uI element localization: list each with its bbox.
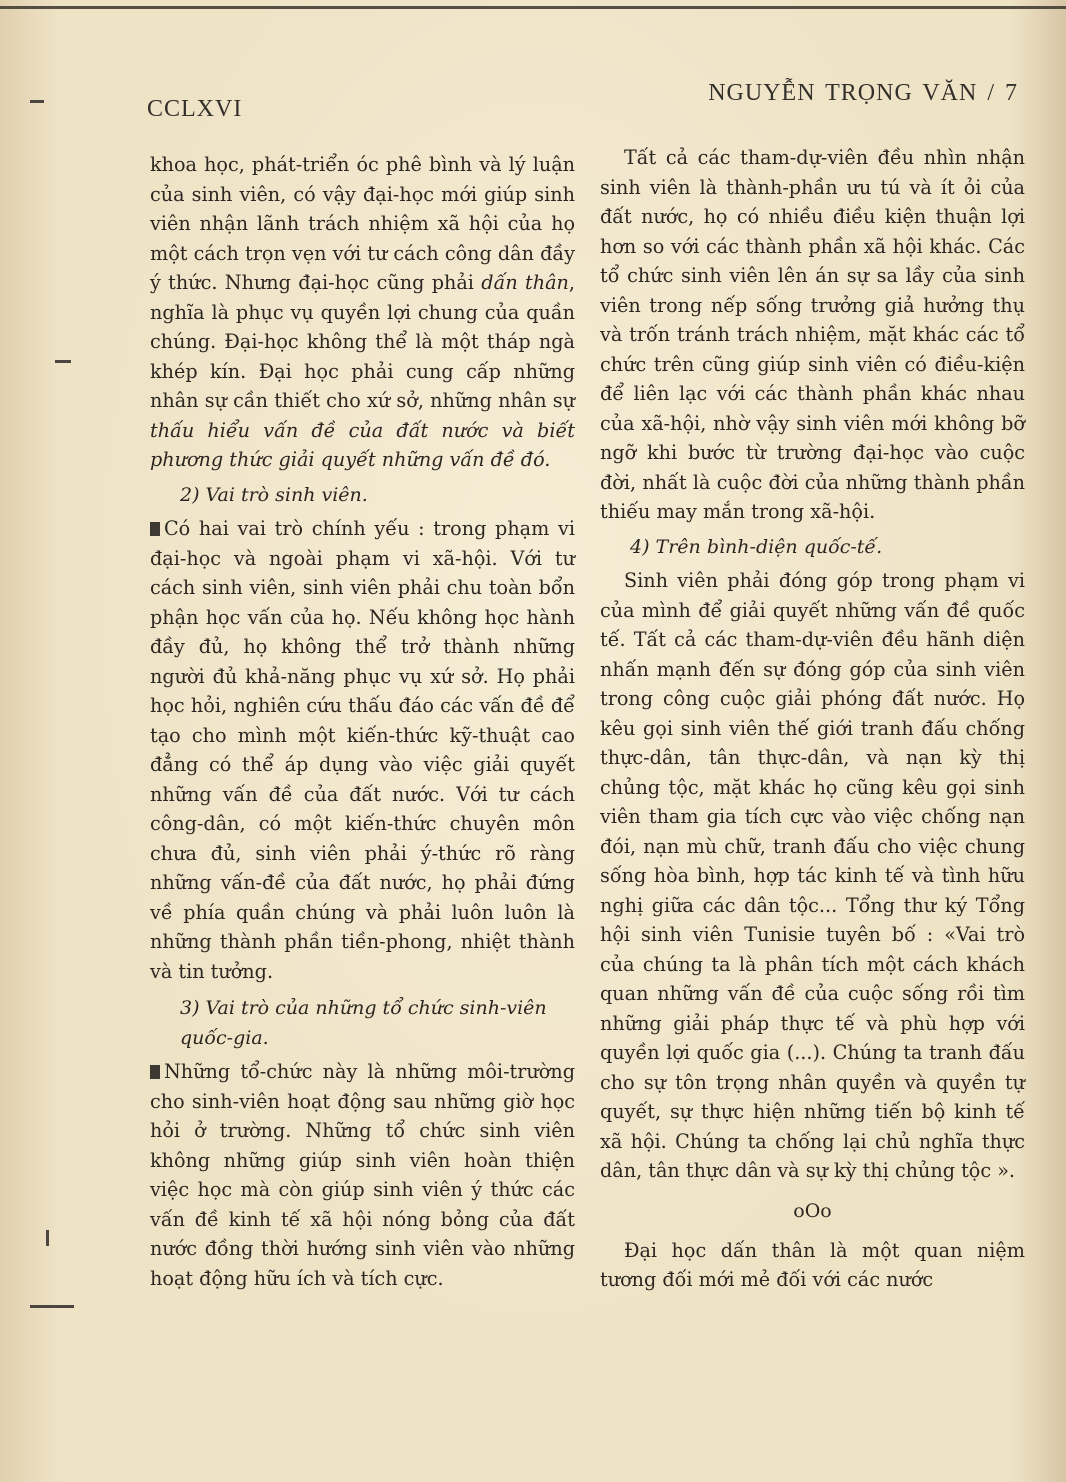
- right-column: [600, 143, 1025, 1295]
- paragraph: Những tổ-chức này là những môi-trường cho sinh-viên hoạt động sau những giờ học hỏi ở trường. Những tổ chức sinh viên không những giúp sinh viên hoàn thiện việc học mà còn giúp sinh viên ý thức các vấn đề kinh tế xã hội nóng bỏng của đất nước đồng thời hướng sinh viên vào những hoạt động hữu ích và tích cực.: [150, 1060, 575, 1290]
- section-heading: 2) Vai trò sinh viên.: [180, 483, 368, 506]
- paragraph: Tất cả các tham-dự-viên đều nhìn nhận sinh viên là thành-phần ưu tú và ít ỏi của đất nước, họ có nhiều điều kiện thuận lợi hơn so với các thành phần xã hội khác. Các tổ chức sinh viên lên án sự sa lầy của sinh viên trong nếp sống trưởng giả hưởng thụ và trốn tránh trách nhiệm, mặt khác các tổ chức trên cũng giúp sinh viên có điều-kiện để liên lạc với các thành phần khác nhau của xã-hội, nhờ vậy sinh viên mới không bỡ ngỡ khi bước từ trường đại-học vào cuộc đời, nhất là cuộc đời của những thành phần thiếu may mắn trong xã-hội.: [600, 146, 1025, 523]
- section-heading: 4) Trên bình-diện quốc-tế.: [630, 535, 883, 558]
- top-rule: [0, 6, 1066, 9]
- running-head-author-page: NGUYỄN TRỌNG VĂN / 7: [708, 80, 1018, 106]
- section-roman-numeral: CCLXVI: [147, 96, 243, 122]
- section-separator: oOo: [793, 1199, 832, 1222]
- paragraph-marker: [150, 1065, 160, 1079]
- paragraph: Đại học dấn thân là một quan niệm tương đối mới mẻ đối với các nước: [600, 1238, 1025, 1291]
- margin-mark: [55, 360, 71, 363]
- left-column: [150, 150, 575, 1293]
- margin-mark: [46, 1230, 49, 1246]
- margin-mark: [30, 1305, 74, 1308]
- section-heading: 3) Vai trò của những tổ chức sinh-viên quốc-gia.: [180, 997, 547, 1049]
- paragraph: Có hai vai trò chính yếu : trong phạm vi đại-học và ngoài phạm vi xã-hội. Với tư cách sinh viên, sinh viên phải chu toàn bổn phận học vấn của họ. Nếu không học hành đầy đủ, họ không thể trở thành những người đủ khả-năng phục vụ xứ sở. Họ phải học hỏi, nghiên cứu thấu đáo các vấn đề để tạo cho mình một kiến-thức kỹ-thuật cao đẳng có thể áp dụng vào việc giải quyết những vấn đề của đất nước. Với tư cách công-dân, có một kiến-thức chuyên môn chưa đủ, sinh viên phải ý-thức rõ ràng những vấn-đề của đất nước, họ phải đứng về phía quần chúng và phải luôn luôn là những thành phần tiền-phong, nhiệt thành và tin tưởng.: [150, 517, 575, 983]
- paragraph-marker: [150, 522, 160, 536]
- paragraph: khoa học, phát-triển óc phê bình và lý luận của sinh viên, có vậy đại-học mới giúp sinh viên nhận lãnh trách nhiệm xã hội của họ một cách trọn vẹn với tư cách công dân đầy ý thức. Nhưng đại-học cũng phải dấn thân, nghĩa là phục vụ quyền lợi chung của quần chúng. Đại-học không thể là một tháp ngà khép kín. Đại học phải cung cấp những nhân sự cần thiết cho xứ sở, những nhân sự thấu hiểu vấn đề của đất nước và biết phương thức giải quyết những vấn đề đó.: [150, 153, 575, 471]
- paragraph: Sinh viên phải đóng góp trong phạm vi của mình để giải quyết những vấn đề quốc tế. Tất cả các tham-dự-viên đều hãnh diện nhấn mạnh đến sự đóng góp của sinh viên trong công cuộc giải phóng đất nước. Họ kêu gọi sinh viên thế giới tranh đấu chống thực-dân, tân thực-dân, và nạn kỳ thị chủng tộc, mặt khác họ cũng kêu gọi sinh viên tham gia tích cực vào việc chống nạn đói, nạn mù chữ, tranh đấu cho việc chung sống hòa bình, hợp tác kinh tế và tình hữu nghị giữa các dân tộc... Tổng thư ký Tổng hội sinh viên Tunisie tuyên bố : «Vai trò của chúng ta là phân tích một cách khách quan những vấn đề của cuộc sống rồi tìm những giải pháp thực tế và phù hợp với quyền lợi quốc gia (...). Chúng ta tranh đấu cho sự tôn trọng nhân quyền và quyền tự quyết, sự thực hiện những tiến bộ kinh tế xã hội. Chúng ta chống lại chủ nghĩa thực dân, tân thực dân và sự kỳ thị chủng tộc ».: [600, 569, 1025, 1182]
- margin-mark: [30, 100, 44, 103]
